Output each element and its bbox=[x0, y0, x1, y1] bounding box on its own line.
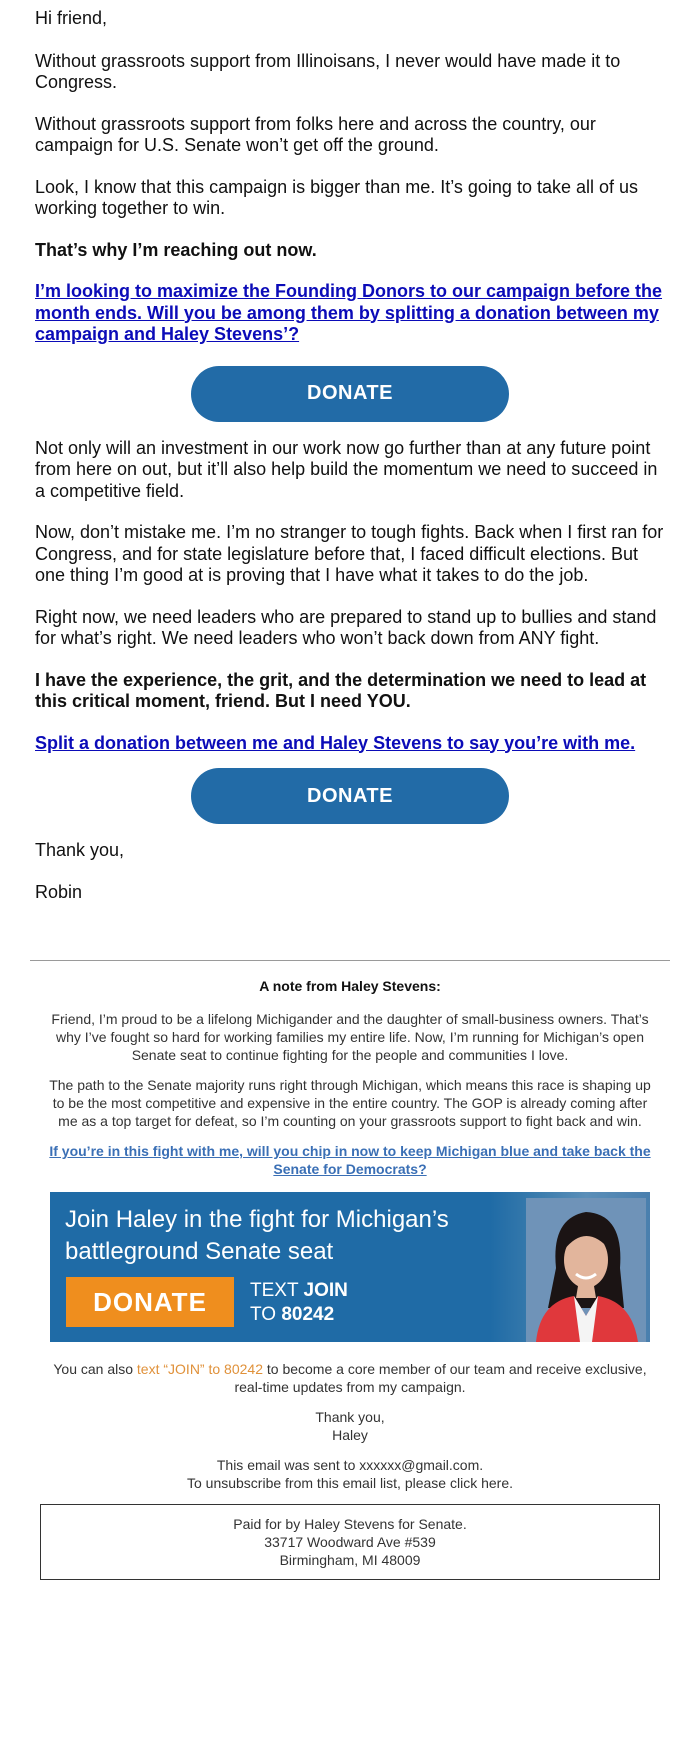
note-title: A note from Haley Stevens: bbox=[259, 978, 441, 994]
city-line: Birmingham, MI 48009 bbox=[279, 1552, 421, 1568]
note-paragraph: The path to the Senate majority runs right through Michigan, which means this race is shaping up to be the most competitive and expensive in the entire country. The GOP is already coming after me as a top target for defeat, so I’m counting on your grassroots support to fight back and win. bbox=[49, 1077, 651, 1129]
paragraph: Right now, we need leaders who are prepared to stand up to bullies and stand for what’s right. We need leaders who won’t back down from ANY fight. bbox=[35, 606, 657, 648]
also-suffix: to become a core member of our team and receive exclusive, real-time updates from my campaign. bbox=[234, 1361, 647, 1395]
footer-section bbox=[0, 1342, 700, 1492]
banner-headline: Join Haley in the fight for Michigan’s battleground Senate seat bbox=[65, 1206, 449, 1265]
text-join-cta[interactable] bbox=[250, 1279, 348, 1327]
greeting: Hi friend, bbox=[35, 8, 108, 28]
email-notice bbox=[46, 1456, 654, 1492]
donate-button-row bbox=[35, 366, 665, 422]
short-code: 80242 bbox=[281, 1304, 335, 1325]
footer-thanks: Thank you, bbox=[315, 1409, 385, 1425]
donate-link-split[interactable]: Split a donation between me and Haley Stevens to say you’re with me. bbox=[35, 732, 636, 753]
text-join-link[interactable]: text “JOIN” to 80242 bbox=[136, 1361, 263, 1377]
footer-signoff bbox=[46, 1408, 654, 1444]
paragraph: Without grassroots support from Illinoisans, I never would have made it to Congress. bbox=[35, 50, 621, 92]
join-banner[interactable] bbox=[50, 1192, 650, 1342]
paragraph: Look, I know that this campaign is bigger than me. It’s going to take all of us working together to win. bbox=[35, 176, 639, 218]
thanks-text: Thank you, bbox=[35, 840, 125, 860]
paid-for-box bbox=[40, 1504, 660, 1580]
bold-paragraph: I have the experience, the grit, and the determination we need to lead at this critical moment, friend. But I need YOU. bbox=[35, 669, 647, 711]
signoff bbox=[35, 840, 665, 903]
paid-line: Paid for by Haley Stevens for Senate. bbox=[233, 1516, 467, 1532]
note-paragraph: Friend, I’m proud to be a lifelong Michigander and the daughter of small-business owners. That’s why I’ve fought so hard for working families my entire life. Now, I’m running for Michigan’s open Senate seat to continue fighting for the people and communities I love. bbox=[51, 1011, 649, 1063]
note-section bbox=[0, 961, 700, 1178]
chip-in-link[interactable]: If you’re in this fight with me, will you chip in now to keep Michigan blue and take back the Senate for Democrats? bbox=[49, 1143, 651, 1177]
to-prefix: TO bbox=[250, 1304, 277, 1325]
signature: Robin bbox=[35, 881, 83, 902]
sent-line: This email was sent to xxxxxx@gmail.com. bbox=[216, 1457, 484, 1473]
footer-signature: Haley bbox=[332, 1427, 368, 1443]
text-keyword: JOIN bbox=[303, 1280, 348, 1301]
text-prefix: TEXT bbox=[250, 1280, 299, 1301]
bold-paragraph: That’s why I’m reaching out now. bbox=[35, 239, 317, 260]
donate-link-founding[interactable]: I’m looking to maximize the Founding Donors to our campaign before the month ends. Will you be among them by splitting a donation between my campaign and Haley Stevens’? bbox=[35, 281, 663, 344]
address-line: 33717 Woodward Ave #539 bbox=[264, 1534, 436, 1550]
paragraph: Not only will an investment in our work now go further than at any future point from here on out, but it’ll also help build the momentum we need to succeed in a competitive field. bbox=[35, 437, 658, 501]
banner-donate-button[interactable]: DONATE bbox=[66, 1277, 234, 1327]
donate-button-row bbox=[35, 768, 665, 824]
donate-button[interactable]: DONATE bbox=[191, 366, 509, 422]
paragraph: Without grassroots support from folks here and across the country, our campaign for U.S. Senate won’t get off the ground. bbox=[35, 113, 596, 155]
candidate-portrait bbox=[526, 1198, 646, 1342]
paragraph: Now, don’t mistake me. I’m no stranger to tough fights. Back when I first ran for Congress, and for state legislature before that, I faced difficult elections. But one thing I’m good at is proving that I have what it takes to do the job. bbox=[35, 522, 664, 585]
also-prefix: You can also bbox=[53, 1361, 134, 1377]
donate-button[interactable]: DONATE bbox=[191, 768, 509, 824]
unsubscribe-link[interactable]: To unsubscribe from this email list, please click here. bbox=[186, 1475, 514, 1491]
text-join-note bbox=[46, 1360, 654, 1396]
